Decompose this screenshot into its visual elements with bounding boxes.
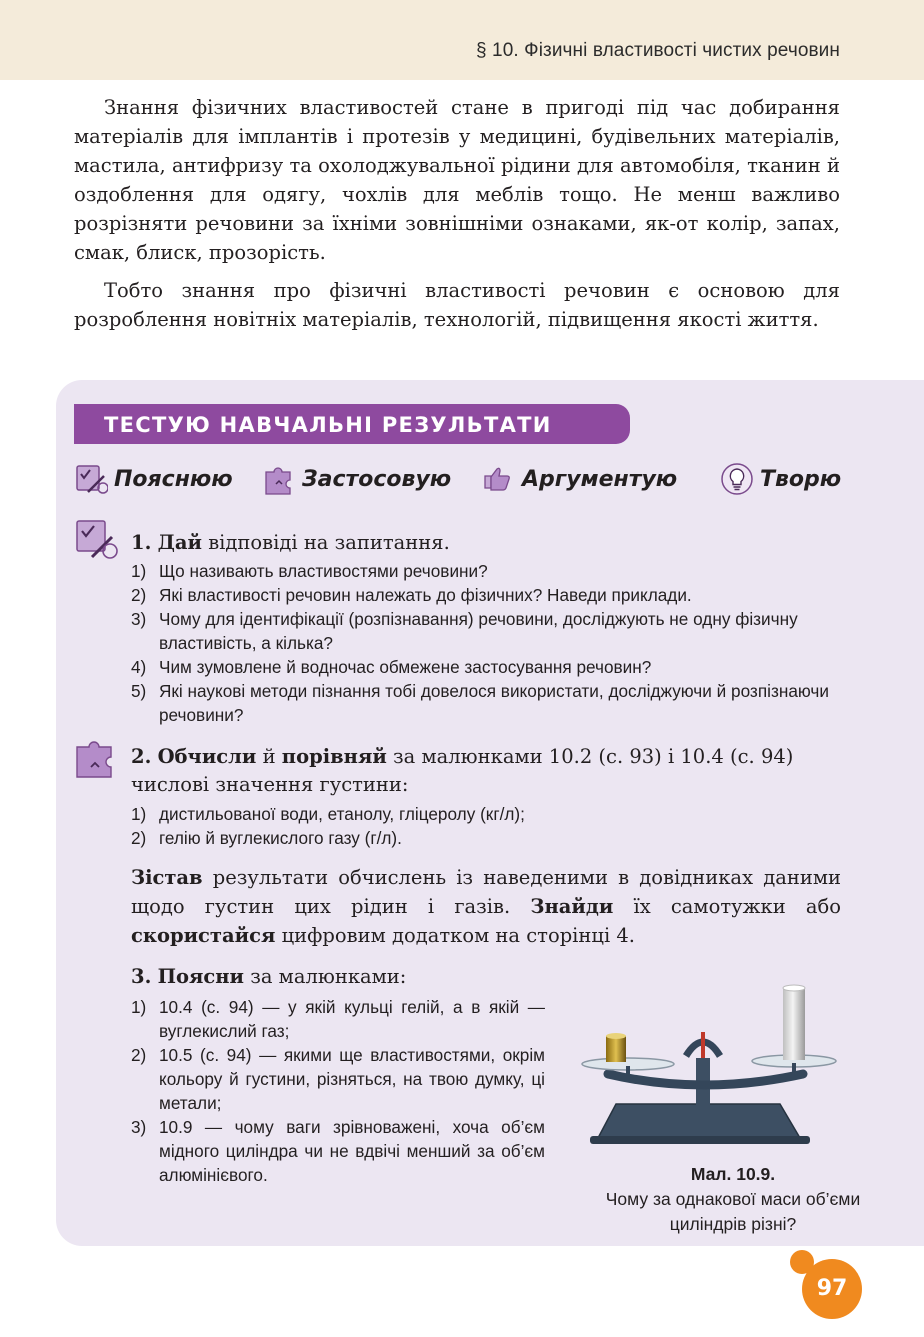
task-1-list bbox=[131, 559, 843, 727]
task-2-verb-calc: Обчисли bbox=[157, 745, 257, 768]
banner-title: ТЕСТУЮ НАВЧАЛЬНІ РЕЗУЛЬТАТИ bbox=[104, 413, 552, 437]
puzzle-icon bbox=[74, 737, 118, 781]
item-number: 5) bbox=[131, 681, 147, 701]
task-3-verb: Поясни bbox=[157, 965, 244, 988]
task-2-heading bbox=[131, 743, 841, 799]
item-text: дистильованої води, етанолу, гліцеролу (кг/л); bbox=[159, 804, 525, 824]
puzzle-icon bbox=[262, 462, 296, 496]
thumbs-icon bbox=[482, 462, 516, 496]
checklist-icon bbox=[74, 462, 108, 496]
task-2-para-text-1: результати обчислень із наведеними в довідниках даними щодо густин цих рідин і газів. bbox=[131, 866, 841, 918]
intro-text-1: Знання фізичних властивостей стане в пригоді під час добирання матеріалів для імплантів і протезів у медицині, будівельних матеріалів, мастила, антифризу та охолоджувальної рідини для автомобіля, тканин й оздоблення для одягу, чохлів для меблів тощо. Не менш важливо розрізняти речовини за їхніми зовнішніми ознаками, як-от колір, запах, смак, блиск, прозорість. bbox=[74, 96, 840, 264]
page-number: 97 bbox=[816, 1276, 848, 1301]
item-text: 10.4 (с. 94) — у якій кульці гелій, а в якій — вуглекислий газ; bbox=[159, 997, 545, 1041]
skill-label-apply: Застосовую bbox=[302, 466, 452, 492]
skill-label-explain: Пояснюю bbox=[114, 466, 233, 492]
list-item bbox=[131, 1043, 545, 1115]
task-2-verb-compare: порівняй bbox=[281, 745, 387, 768]
figure-caption-text: Чому за однакової маси об’єми циліндрів різні? bbox=[605, 1189, 861, 1234]
list-item bbox=[131, 655, 843, 679]
skill-explain bbox=[74, 460, 233, 498]
intro-paragraph-2 bbox=[74, 276, 840, 334]
skill-label-argue: Аргументую bbox=[522, 466, 678, 492]
item-text: Що називають властивостями речовини? bbox=[159, 561, 488, 581]
task-1-rest: відповіді на запитання. bbox=[202, 531, 450, 554]
task-2-para-text-3: цифровим додатком на сторінці 4. bbox=[275, 924, 635, 947]
item-number: 1) bbox=[131, 997, 147, 1017]
task-3-rest: за малюнками: bbox=[244, 965, 407, 988]
list-item bbox=[131, 1115, 545, 1187]
checklist-icon bbox=[74, 517, 118, 561]
task-1-heading bbox=[131, 529, 841, 557]
item-text: 10.5 (с. 94) — якими ще властивостями, окрім кольору й густини, різняться, на твою думку, ці метали; bbox=[159, 1045, 545, 1113]
item-number: 2) bbox=[131, 585, 147, 605]
task-2-verb-compare-results: Зістав bbox=[131, 866, 203, 889]
task-2-para-text-2: їх самотужки або bbox=[613, 895, 841, 918]
lightbulb-icon bbox=[720, 462, 754, 496]
task-3-heading bbox=[131, 963, 551, 991]
list-item bbox=[131, 559, 843, 583]
item-number: 4) bbox=[131, 657, 147, 677]
item-number: 1) bbox=[131, 804, 147, 824]
page-header bbox=[0, 0, 924, 80]
item-number: 3) bbox=[131, 1117, 147, 1137]
list-item bbox=[131, 679, 843, 727]
item-number: 3) bbox=[131, 609, 147, 629]
item-text: Які властивості речовин належать до фізичних? Наведи приклади. bbox=[159, 585, 692, 605]
task-2-verb-find: Знайди bbox=[530, 895, 614, 918]
section-banner bbox=[74, 404, 630, 444]
task-1-number: 1. bbox=[131, 531, 152, 554]
list-item bbox=[131, 995, 545, 1043]
item-text: Які наукові методи пізнання тобі довелося використати, досліджуючи й розпізнаючи речовини? bbox=[159, 681, 829, 725]
task-2-mid: й bbox=[256, 745, 282, 768]
item-text: Чим зумовлене й водночас обмежене застосування речовин? bbox=[159, 657, 652, 677]
balance-scale-illustration bbox=[568, 978, 868, 1150]
task-2-number: 2. bbox=[131, 745, 152, 768]
list-item bbox=[131, 802, 843, 826]
list-item bbox=[131, 826, 843, 850]
task-2-verb-use: скористайся bbox=[131, 924, 276, 947]
skill-label-create: Творю bbox=[760, 466, 842, 492]
task-3-list bbox=[131, 995, 545, 1187]
item-text: гелію й вуглекислого газу (г/л). bbox=[159, 828, 402, 848]
item-number: 2) bbox=[131, 1045, 147, 1065]
item-number: 1) bbox=[131, 561, 147, 581]
list-item bbox=[131, 607, 843, 655]
skill-argue bbox=[482, 460, 677, 498]
section-title: § 10. Фізичні властивості чистих речовин bbox=[476, 40, 840, 61]
task-3-number: 3. bbox=[131, 965, 152, 988]
task-2-list bbox=[131, 802, 843, 850]
list-item bbox=[131, 583, 843, 607]
item-number: 2) bbox=[131, 828, 147, 848]
item-text: 10.9 — чому ваги зрівноважені, хоча об’єм мідного циліндра чи не вдвічі менший за об’єм алюмінієвого. bbox=[159, 1117, 545, 1185]
task-2-rest: за малюнками 10.2 (с. 93) і 10.4 (с. 94) числові значення густини: bbox=[131, 745, 794, 796]
task-1-verb: Дай bbox=[157, 531, 202, 554]
item-text: Чому для ідентифікації (розпізнавання) речовини, досліджують не одну фізичну властивість, а кілька? bbox=[159, 609, 798, 653]
skill-create bbox=[720, 460, 841, 498]
intro-text-2: Тобто знання про фізичні властивості речовин є основою для розроблення новітніх матеріалів, технологій, підвищення якості життя. bbox=[74, 279, 840, 331]
skill-apply bbox=[262, 460, 451, 498]
figure-title: Мал. 10.9. bbox=[690, 1164, 776, 1184]
figure-caption bbox=[578, 1162, 888, 1237]
intro-paragraph-1 bbox=[74, 93, 840, 267]
task-2-paragraph bbox=[131, 863, 841, 950]
